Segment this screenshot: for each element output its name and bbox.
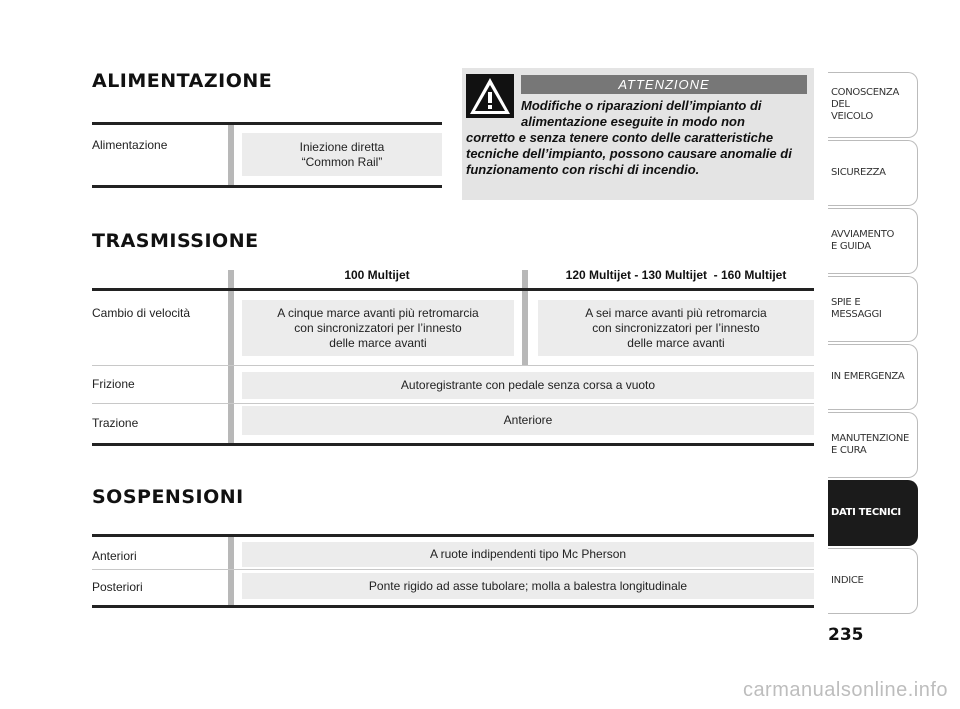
warning-text-body: corretto e senza tenere conto delle caratteristiche tecniche dell’impianto, possono causare anomalie di funzionamento con rischi di incendio.: [466, 130, 792, 177]
cambio-value-100: A cinque marce avanti più retromarcia con sincronizzatori per l’innesto delle marce avanti: [242, 300, 514, 356]
posteriori-label: Posteriori: [92, 580, 143, 594]
section-title-alimentazione: ALIMENTAZIONE: [92, 70, 273, 92]
sidebar-tab-avviamento-guida[interactable]: AVVIAMENTO E GUIDA: [828, 208, 918, 274]
sidebar-tab-spie-messaggi[interactable]: SPIE E MESSAGGI: [828, 276, 918, 342]
watermark: carmanualsonline.info: [742, 679, 948, 701]
divider: [92, 288, 814, 291]
frizione-value: Autoregistrante con pedale senza corsa a vuoto: [242, 372, 814, 399]
sidebar-tab-conoscenza-veicolo[interactable]: CONOSCENZA DEL VEICOLO: [828, 72, 918, 138]
sidebar-tab-indice[interactable]: INDICE: [828, 548, 918, 614]
sidebar-tab-manutenzione-cura[interactable]: MANUTENZIONE E CURA: [828, 412, 918, 478]
warning-text-line2: alimentazione eseguite in modo non: [521, 114, 745, 129]
section-title-sospensioni: SOSPENSIONI: [92, 486, 244, 508]
cambio-value-120-160: A sei marce avanti più retromarcia con sincronizzatori per l’innesto delle marce avanti: [538, 300, 814, 356]
frizione-label: Frizione: [92, 377, 135, 391]
column-divider: [228, 537, 234, 607]
anteriori-value: A ruote indipendenti tipo Mc Pherson: [242, 542, 814, 567]
divider: [92, 534, 814, 537]
warning-title: ATTENZIONE: [521, 75, 807, 94]
column-header-100-multijet: 100 Multijet: [344, 268, 410, 282]
sidebar-tab-dati-tecnici[interactable]: DATI TECNICI: [828, 480, 918, 546]
divider: [92, 122, 442, 125]
sidebar-tab-in-emergenza[interactable]: IN EMERGENZA: [828, 344, 918, 410]
section-title-trasmissione: TRASMISSIONE: [92, 230, 259, 252]
trazione-label: Trazione: [92, 416, 139, 430]
sidebar-tab-sicurezza[interactable]: SICUREZZA: [828, 140, 918, 206]
posteriori-value: Ponte rigido ad asse tubolare; molla a balestra longitudinale: [242, 573, 814, 599]
column-divider: [522, 270, 528, 365]
divider: [92, 569, 814, 570]
warning-triangle-icon: [466, 74, 514, 118]
alimentazione-label: Alimentazione: [92, 138, 168, 152]
alimentazione-value: Iniezione diretta “Common Rail”: [242, 133, 442, 176]
divider: [92, 185, 442, 188]
column-divider: [228, 125, 234, 185]
column-divider: [228, 270, 234, 443]
divider: [92, 443, 814, 446]
page-number: 235: [828, 625, 864, 645]
warning-text-line1: Modifiche o riparazioni dell’impianto di: [521, 98, 762, 113]
divider: [92, 365, 814, 366]
anteriori-label: Anteriori: [92, 549, 137, 563]
divider: [92, 403, 814, 404]
divider: [92, 605, 814, 608]
trazione-value: Anteriore: [242, 406, 814, 435]
column-header-120-130-160-multijet: 120 Multijet - 130 Multijet - 160 Multijet: [565, 268, 787, 282]
cambio-label: Cambio di velocità: [92, 306, 191, 320]
